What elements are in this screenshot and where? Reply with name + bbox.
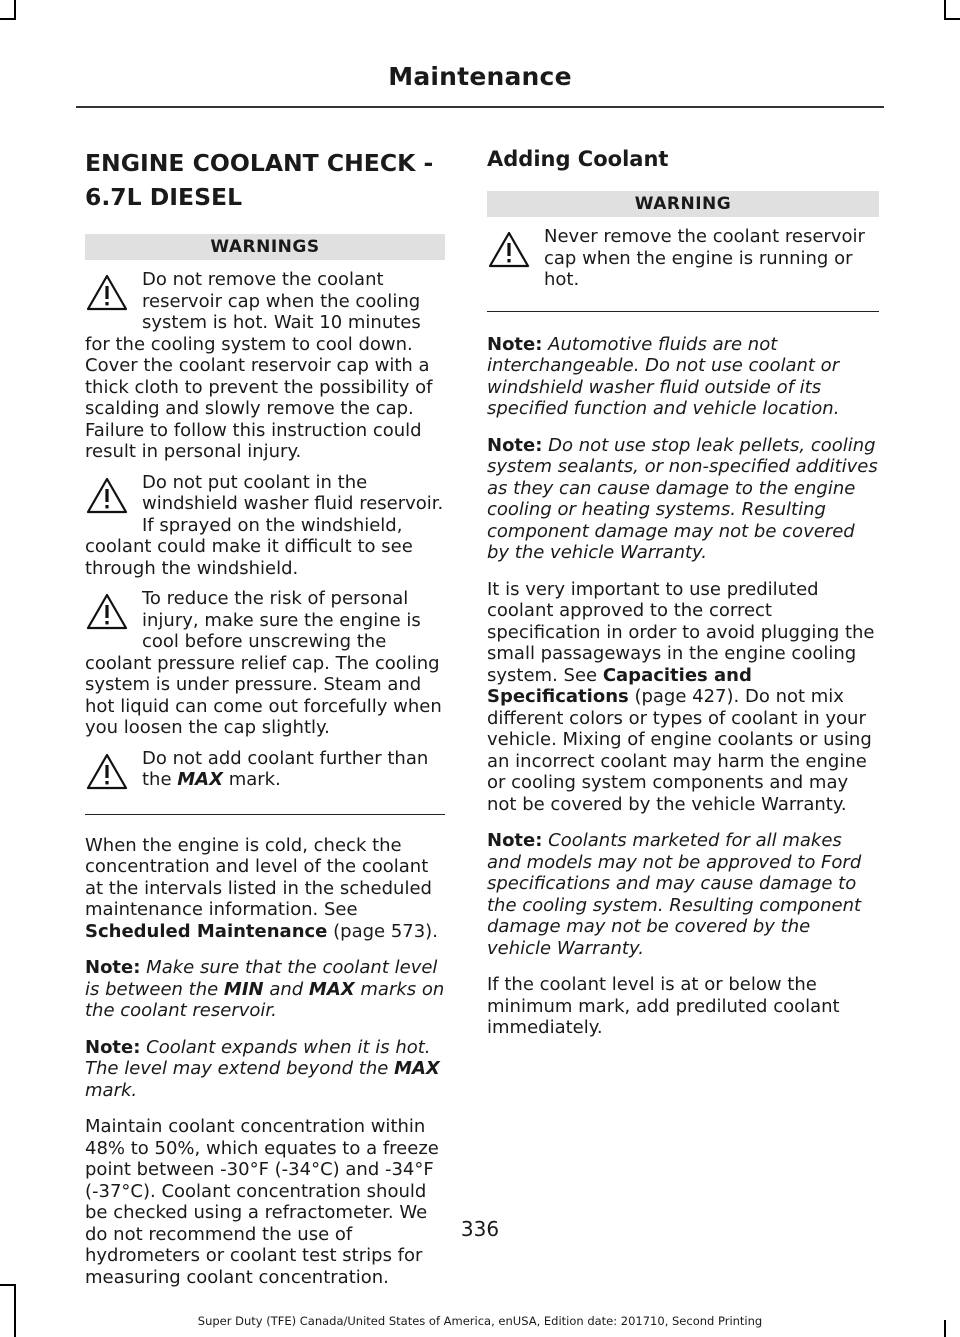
crop-mark bbox=[0, 18, 16, 20]
page-reference: (page 573). bbox=[327, 920, 438, 942]
warning-text: Never remove the coolant reservoir cap when the engine is running or hot. bbox=[544, 226, 865, 290]
warning-text: Do not remove the coolant reservoir cap when the cooling system is hot. Wait 10 minutes for the cooling system to cool down. Cover the coolant reservoir cap with a thick cloth to prevent the possibility of scalding and slowly remove the cap. Failure to follow this instruction could result in personal injury. bbox=[85, 269, 433, 462]
max-mark-label: MAX bbox=[394, 1058, 440, 1079]
warning-item bbox=[85, 269, 445, 463]
warning-triangle-icon bbox=[85, 273, 129, 313]
warning-bar: WARNING bbox=[487, 191, 879, 217]
paragraph bbox=[487, 579, 879, 816]
note-label: Note: bbox=[487, 333, 543, 355]
crop-mark bbox=[0, 1284, 16, 1286]
warning-triangle-icon bbox=[487, 230, 531, 270]
left-column bbox=[85, 140, 445, 1288]
warning-item bbox=[487, 226, 879, 291]
paragraph: If the coolant level is at or below the minimum mark, add prediluted coolant immediately. bbox=[487, 974, 840, 1038]
header-rule bbox=[76, 106, 884, 108]
warning-text-part: Do not add coolant further than the bbox=[142, 747, 429, 790]
note bbox=[487, 334, 879, 420]
paragraph-text: When the engine is cold, check the concentration and level of the coolant at the intervals listed in the scheduled maintenance information. See bbox=[85, 834, 432, 920]
warning-item bbox=[85, 748, 445, 794]
crop-mark bbox=[944, 0, 946, 20]
note-text: mark. bbox=[85, 1079, 138, 1101]
page-header-title: Maintenance bbox=[388, 62, 572, 91]
note-label: Note: bbox=[85, 1036, 141, 1058]
note-text: Coolant expands when it is hot. The level may extend beyond the bbox=[85, 1036, 431, 1079]
scheduled-maintenance-link[interactable]: Scheduled Maintenance bbox=[85, 920, 328, 942]
page-number: 336 bbox=[460, 1217, 500, 1241]
note bbox=[85, 1037, 445, 1102]
max-mark-label: MAX bbox=[308, 978, 355, 1000]
warning-text: To reduce the risk of personal injury, make sure the engine is cool before unscrewing the coolant pressure relief cap. The cooling system is under pressure. Steam and hot liquid can come out forcefully when you loosen the cap slightly. bbox=[85, 588, 442, 738]
warning-triangle-icon bbox=[85, 592, 129, 632]
paragraph bbox=[85, 835, 445, 943]
max-mark-label: MAX bbox=[177, 769, 223, 790]
warning-triangle-icon bbox=[85, 752, 129, 792]
note-text: Make sure that the coolant level is between the bbox=[85, 957, 438, 1000]
warning-item bbox=[85, 472, 445, 580]
crop-mark bbox=[14, 0, 16, 20]
note-label: Note: bbox=[85, 957, 141, 978]
crop-mark bbox=[944, 18, 960, 20]
note-text: Coolants marketed for all makes and models may not be approved to Ford specifications and may cause damage to the cooling system. Resulting component damage may not be covered by the vehicle Warranty. bbox=[487, 830, 862, 959]
crop-mark bbox=[14, 1284, 16, 1337]
warning-end-rule bbox=[487, 311, 879, 312]
note-label: Note: bbox=[487, 434, 543, 456]
paragraph-text: (page 427). Do not mix different colors or types of coolant in your vehicle. Mixing of engine coolants or using an incorrect coolant may harm the engine or cooling system components and may not be covered by the vehicle Warranty. bbox=[487, 686, 872, 815]
warning-triangle-icon bbox=[85, 476, 129, 516]
footer-edition: Super Duty (TFE) Canada/United States of America, enUSA, Edition date: 201710, Second Printing bbox=[197, 1314, 763, 1328]
note bbox=[487, 830, 879, 959]
note bbox=[85, 957, 445, 1022]
note-label: Note: bbox=[487, 830, 543, 851]
note-text: and bbox=[263, 978, 309, 1000]
paragraph-text: It is very important to use prediluted coolant approved to the correct specification in order to avoid plugging the small passageways in the engine cooling system. See bbox=[487, 578, 875, 686]
capacities-specifications-link[interactable]: Capacities and Specifications bbox=[487, 664, 752, 707]
warning-text: Do not put coolant in the windshield washer fluid reservoir. If sprayed on the windshield, coolant could make it difficult to see through the windshield. bbox=[85, 471, 444, 579]
section-heading bbox=[85, 146, 445, 214]
section-heading-line1: ENGINE COOLANT CHECK - bbox=[85, 149, 434, 177]
note bbox=[487, 435, 879, 564]
warning-text bbox=[142, 748, 428, 791]
warning-item bbox=[85, 588, 445, 739]
warnings-end-rule bbox=[85, 814, 445, 815]
paragraph: Maintain coolant concentration within 48% to 50%, which equates to a freeze point between -30°F (-34°C) and -34°F (-37°C). Coolant concentration should be checked using a refractometer. We do not recommend the use of hydrometers or coolant test strips for measuring coolant concentration. bbox=[85, 1116, 439, 1288]
note-text: Automotive fluids are not interchangeable. Do not use coolant or windshield washer fluid outside of its specified function and vehicle location. bbox=[487, 333, 840, 419]
warning-text-part: mark. bbox=[223, 769, 281, 790]
section-heading-line2: 6.7L DIESEL bbox=[85, 183, 243, 211]
adding-coolant-heading: Adding Coolant bbox=[487, 147, 669, 171]
right-column bbox=[487, 140, 879, 1039]
note-text: Do not use stop leak pellets, cooling system sealants, or non-specified additives as they can cause damage to the engine cooling or heating systems. Resulting component damage may not be covered by the vehicle Warranty. bbox=[487, 434, 878, 563]
warnings-bar: WARNINGS bbox=[85, 234, 445, 260]
note-text: marks on the coolant reservoir. bbox=[85, 978, 445, 1021]
min-mark-label: MIN bbox=[223, 978, 264, 1000]
